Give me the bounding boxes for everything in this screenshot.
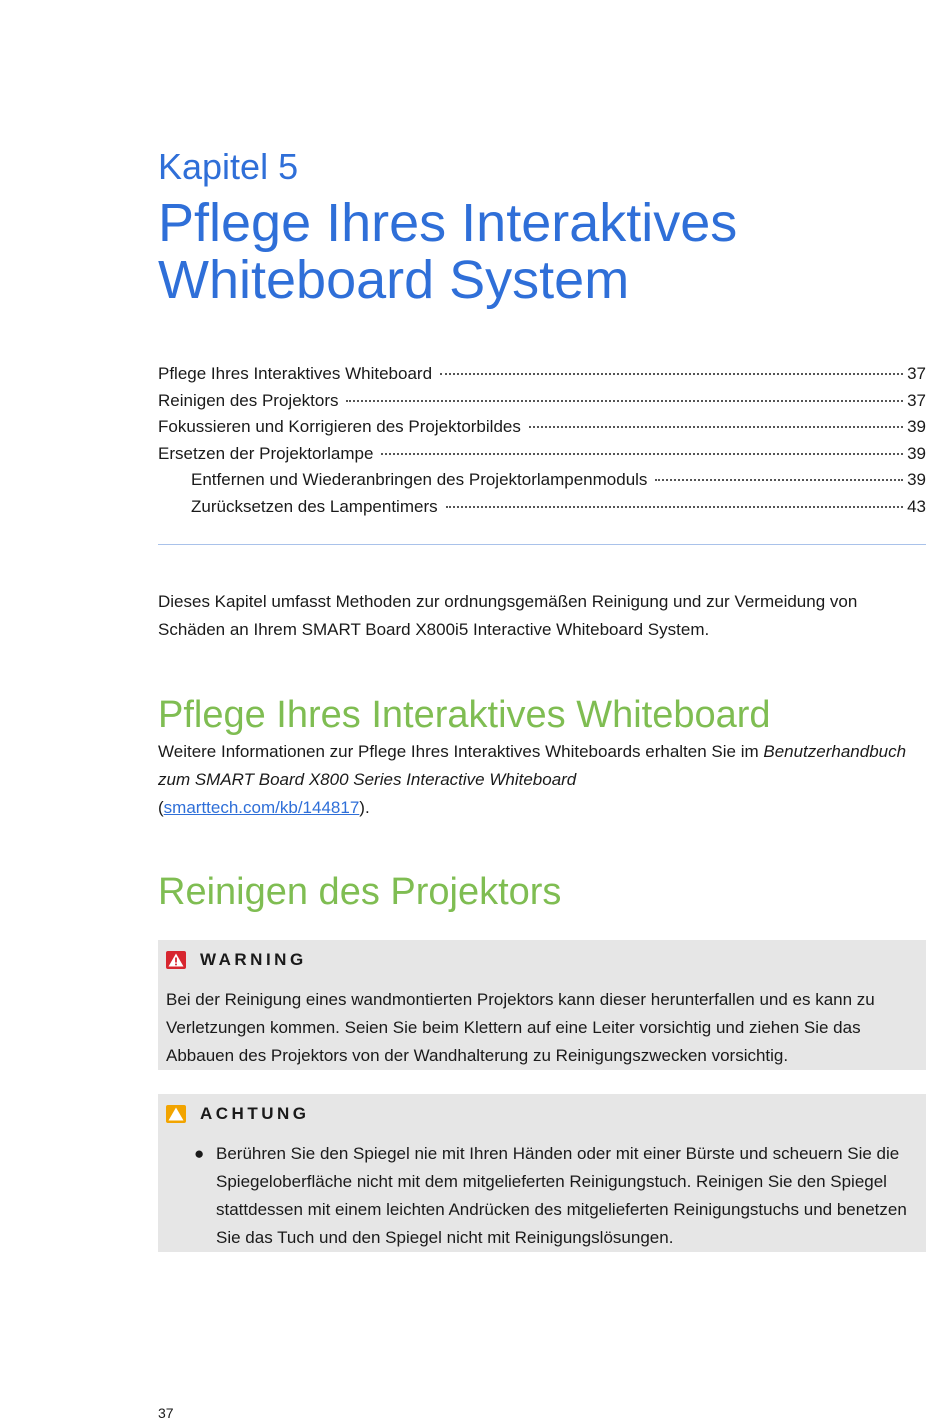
toc-leader xyxy=(529,426,903,428)
table-of-contents xyxy=(158,364,926,523)
toc-entry-page: 39 xyxy=(907,470,926,489)
paren-close: ). xyxy=(359,798,370,817)
toc-entry-title: Pflege Ihres Interaktives Whiteboard xyxy=(158,364,433,383)
caution-bullet-text: Berühren Sie den Spiegel nie mit Ihren Händen oder mit einer Bürste und scheuern Sie die Spiegeloberfläche nicht mit dem mitgelieferten Reinigungstuch. Reinigen Sie den Spiegel stattdessen mit einem leichten Andrücken des mitgelieferten Reinigungstuchs und benetzen Sie das Tuch und den Spiegel nicht mit Reinigungslösungen. xyxy=(216,1144,907,1247)
toc-subentry[interactable] xyxy=(158,497,926,524)
paragraph-text: Weitere Informationen zur Pflege Ihres Interaktives Whiteboards erhalten Sie im xyxy=(158,742,764,761)
caution-box xyxy=(158,1094,926,1252)
toc-leader xyxy=(446,506,903,508)
toc-entry[interactable] xyxy=(158,391,926,418)
caution-header xyxy=(166,1104,310,1124)
caution-triangle-icon xyxy=(166,1105,186,1123)
section-paragraph xyxy=(158,738,926,822)
list-item xyxy=(194,1140,914,1252)
toc-divider xyxy=(158,544,926,545)
caution-label: ACHTUNG xyxy=(200,1104,310,1123)
toc-entry-title: Reinigen des Projektors xyxy=(158,390,339,410)
toc-leader xyxy=(655,479,903,481)
paren-open: ( xyxy=(158,798,164,817)
toc-entry-title: Zurücksetzen des Lampentimers xyxy=(191,496,438,516)
section-heading-projector-cleaning: Reinigen des Projektors xyxy=(158,871,562,913)
toc-entry-title: Ersetzen der Projektorlampe xyxy=(158,443,374,463)
toc-entry-page: 39 xyxy=(907,443,926,463)
manual-title: Benutzerhandbuch zum SMART Board X800 Series Interactive Whiteboard xyxy=(158,742,907,789)
warning-label: WARNING xyxy=(200,950,307,969)
smarttech-link[interactable]: smarttech.com/kb/144817 xyxy=(163,798,360,817)
warning-box xyxy=(158,940,926,1070)
toc-entry-title: Entfernen und Wiederanbringen des Projektorlampenmoduls xyxy=(191,470,648,489)
chapter-label: Kapitel 5 xyxy=(158,146,299,187)
toc-entry-page: 37 xyxy=(907,364,926,383)
toc-entry-page: 39 xyxy=(907,417,926,436)
chapter-title: Pflege Ihres Interaktives Whiteboard System xyxy=(158,193,738,310)
toc-entry-page: 43 xyxy=(907,496,926,516)
warning-triangle-icon xyxy=(166,951,186,969)
toc-leader xyxy=(346,400,903,402)
warning-text: Bei der Reinigung eines wandmontierten Projektors kann dieser herunterfallen und es kann zu Verletzungen kommen. Seien Sie beim Klettern auf eine Leiter vorsichtig und ziehen Sie das Abbauen des Projektors von der Wandhalterung zu Reinigungszwecken vorsichtig. xyxy=(166,990,875,1065)
toc-entry-title: Fokussieren und Korrigieren des Projektorbildes xyxy=(158,417,521,436)
page-number: 37 xyxy=(158,1405,174,1421)
toc-entry[interactable] xyxy=(158,364,926,391)
section-heading-whiteboard-care: Pflege Ihres Interaktives Whiteboard xyxy=(158,694,771,736)
intro-paragraph: Dieses Kapitel umfasst Methoden zur ordnungsgemäßen Reinigung und zur Vermeidung von Schäden an Ihrem SMART Board X800i5 Interactive Whiteboard System. xyxy=(158,592,858,639)
warning-header xyxy=(166,950,307,970)
toc-entry[interactable] xyxy=(158,444,926,471)
toc-leader xyxy=(440,373,903,375)
toc-entry[interactable] xyxy=(158,417,926,444)
toc-subentry[interactable] xyxy=(158,470,926,497)
bullet-icon: ● xyxy=(194,1144,205,1163)
toc-entry-page: 37 xyxy=(907,390,926,410)
toc-leader xyxy=(381,453,903,455)
